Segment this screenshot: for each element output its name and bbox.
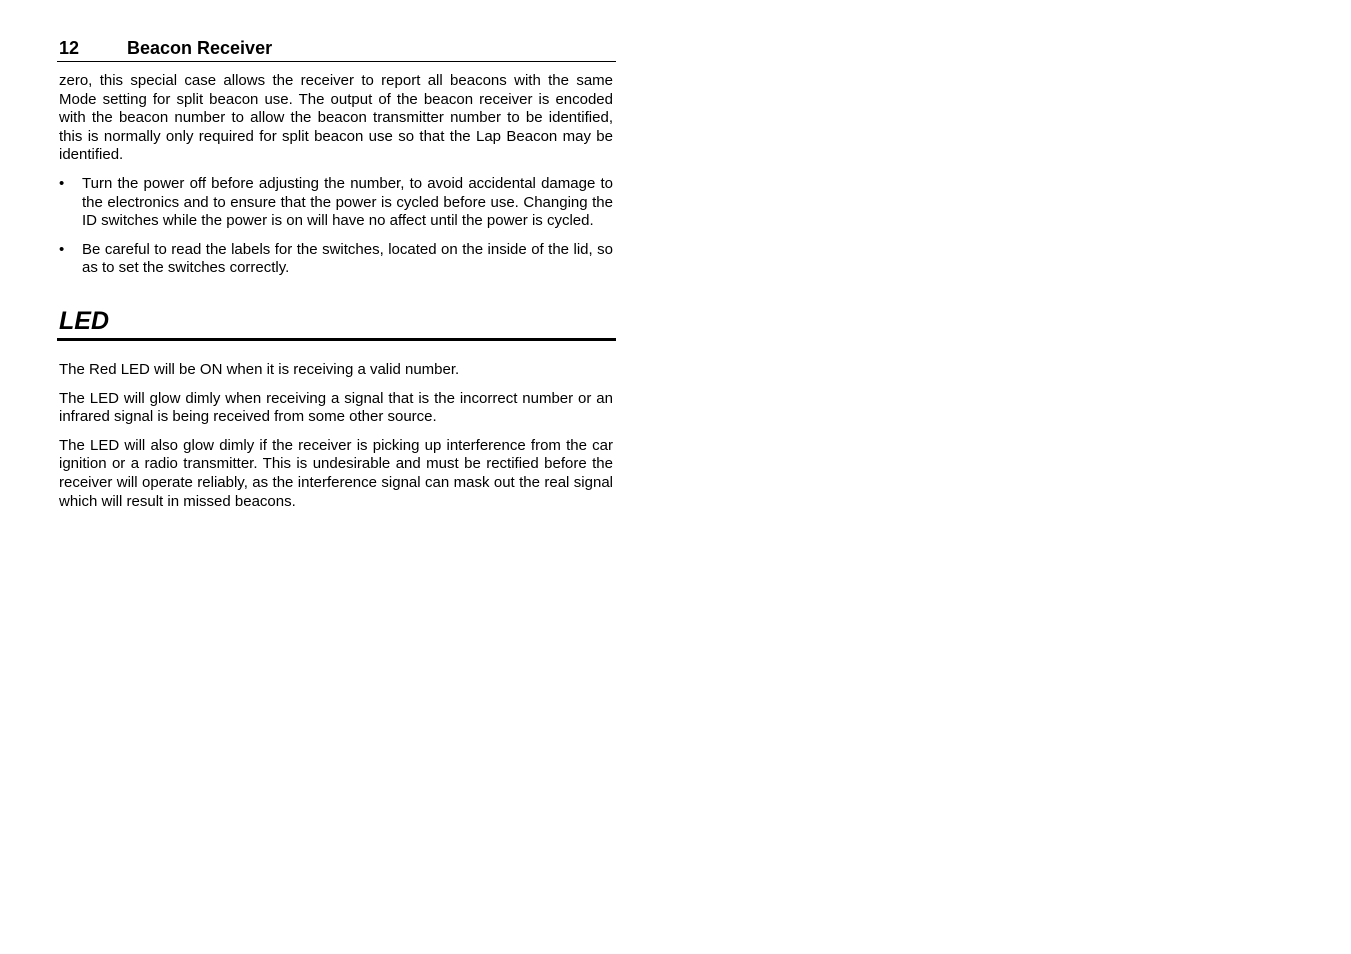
running-header: [57, 36, 616, 62]
led-paragraph: The LED will also glow dimly if the receiver is picking up interference from the car ignition or a radio transmitter. This is undesirable and must be rectified before the receiver will operate reliably, as the interference signal can mask out the real signal which will result in missed beacons.: [59, 436, 613, 510]
list-item: [57, 241, 616, 278]
led-paragraph: The Red LED will be ON when it is receiving a valid number.: [59, 360, 460, 378]
led-paragraph: The LED will glow dimly when receiving a signal that is the incorrect number or an infrared signal is being received from some other source.: [59, 389, 613, 426]
intro-paragraph: zero, this special case allows the receiver to report all beacons with the same Mode setting for split beacon use. The output of the beacon receiver is encoded with the beacon number to allow the beacon transmitter number to be identified, this is normally only required for split beacon use so that the Lap Beacon may be identified.: [59, 72, 613, 164]
list-item: [57, 175, 616, 231]
bullet-icon: •: [59, 240, 65, 258]
page-column: [57, 36, 616, 511]
chapter-title: Beacon Receiver: [127, 38, 273, 58]
bullet-icon: •: [59, 174, 65, 192]
list-item-text: Be careful to read the labels for the switches, located on the inside of the lid, so as to set the switches correctly.: [82, 240, 613, 277]
list-item-text: Turn the power off before adjusting the number, to avoid accidental damage to the electronics and to ensure that the power is cycled before use. Changing the ID switches while the power is on will have no affect until the power is cycled.: [82, 174, 613, 230]
section-heading-led: LED: [57, 306, 616, 341]
page-number: 12: [59, 38, 80, 58]
bullet-list: [57, 175, 616, 278]
